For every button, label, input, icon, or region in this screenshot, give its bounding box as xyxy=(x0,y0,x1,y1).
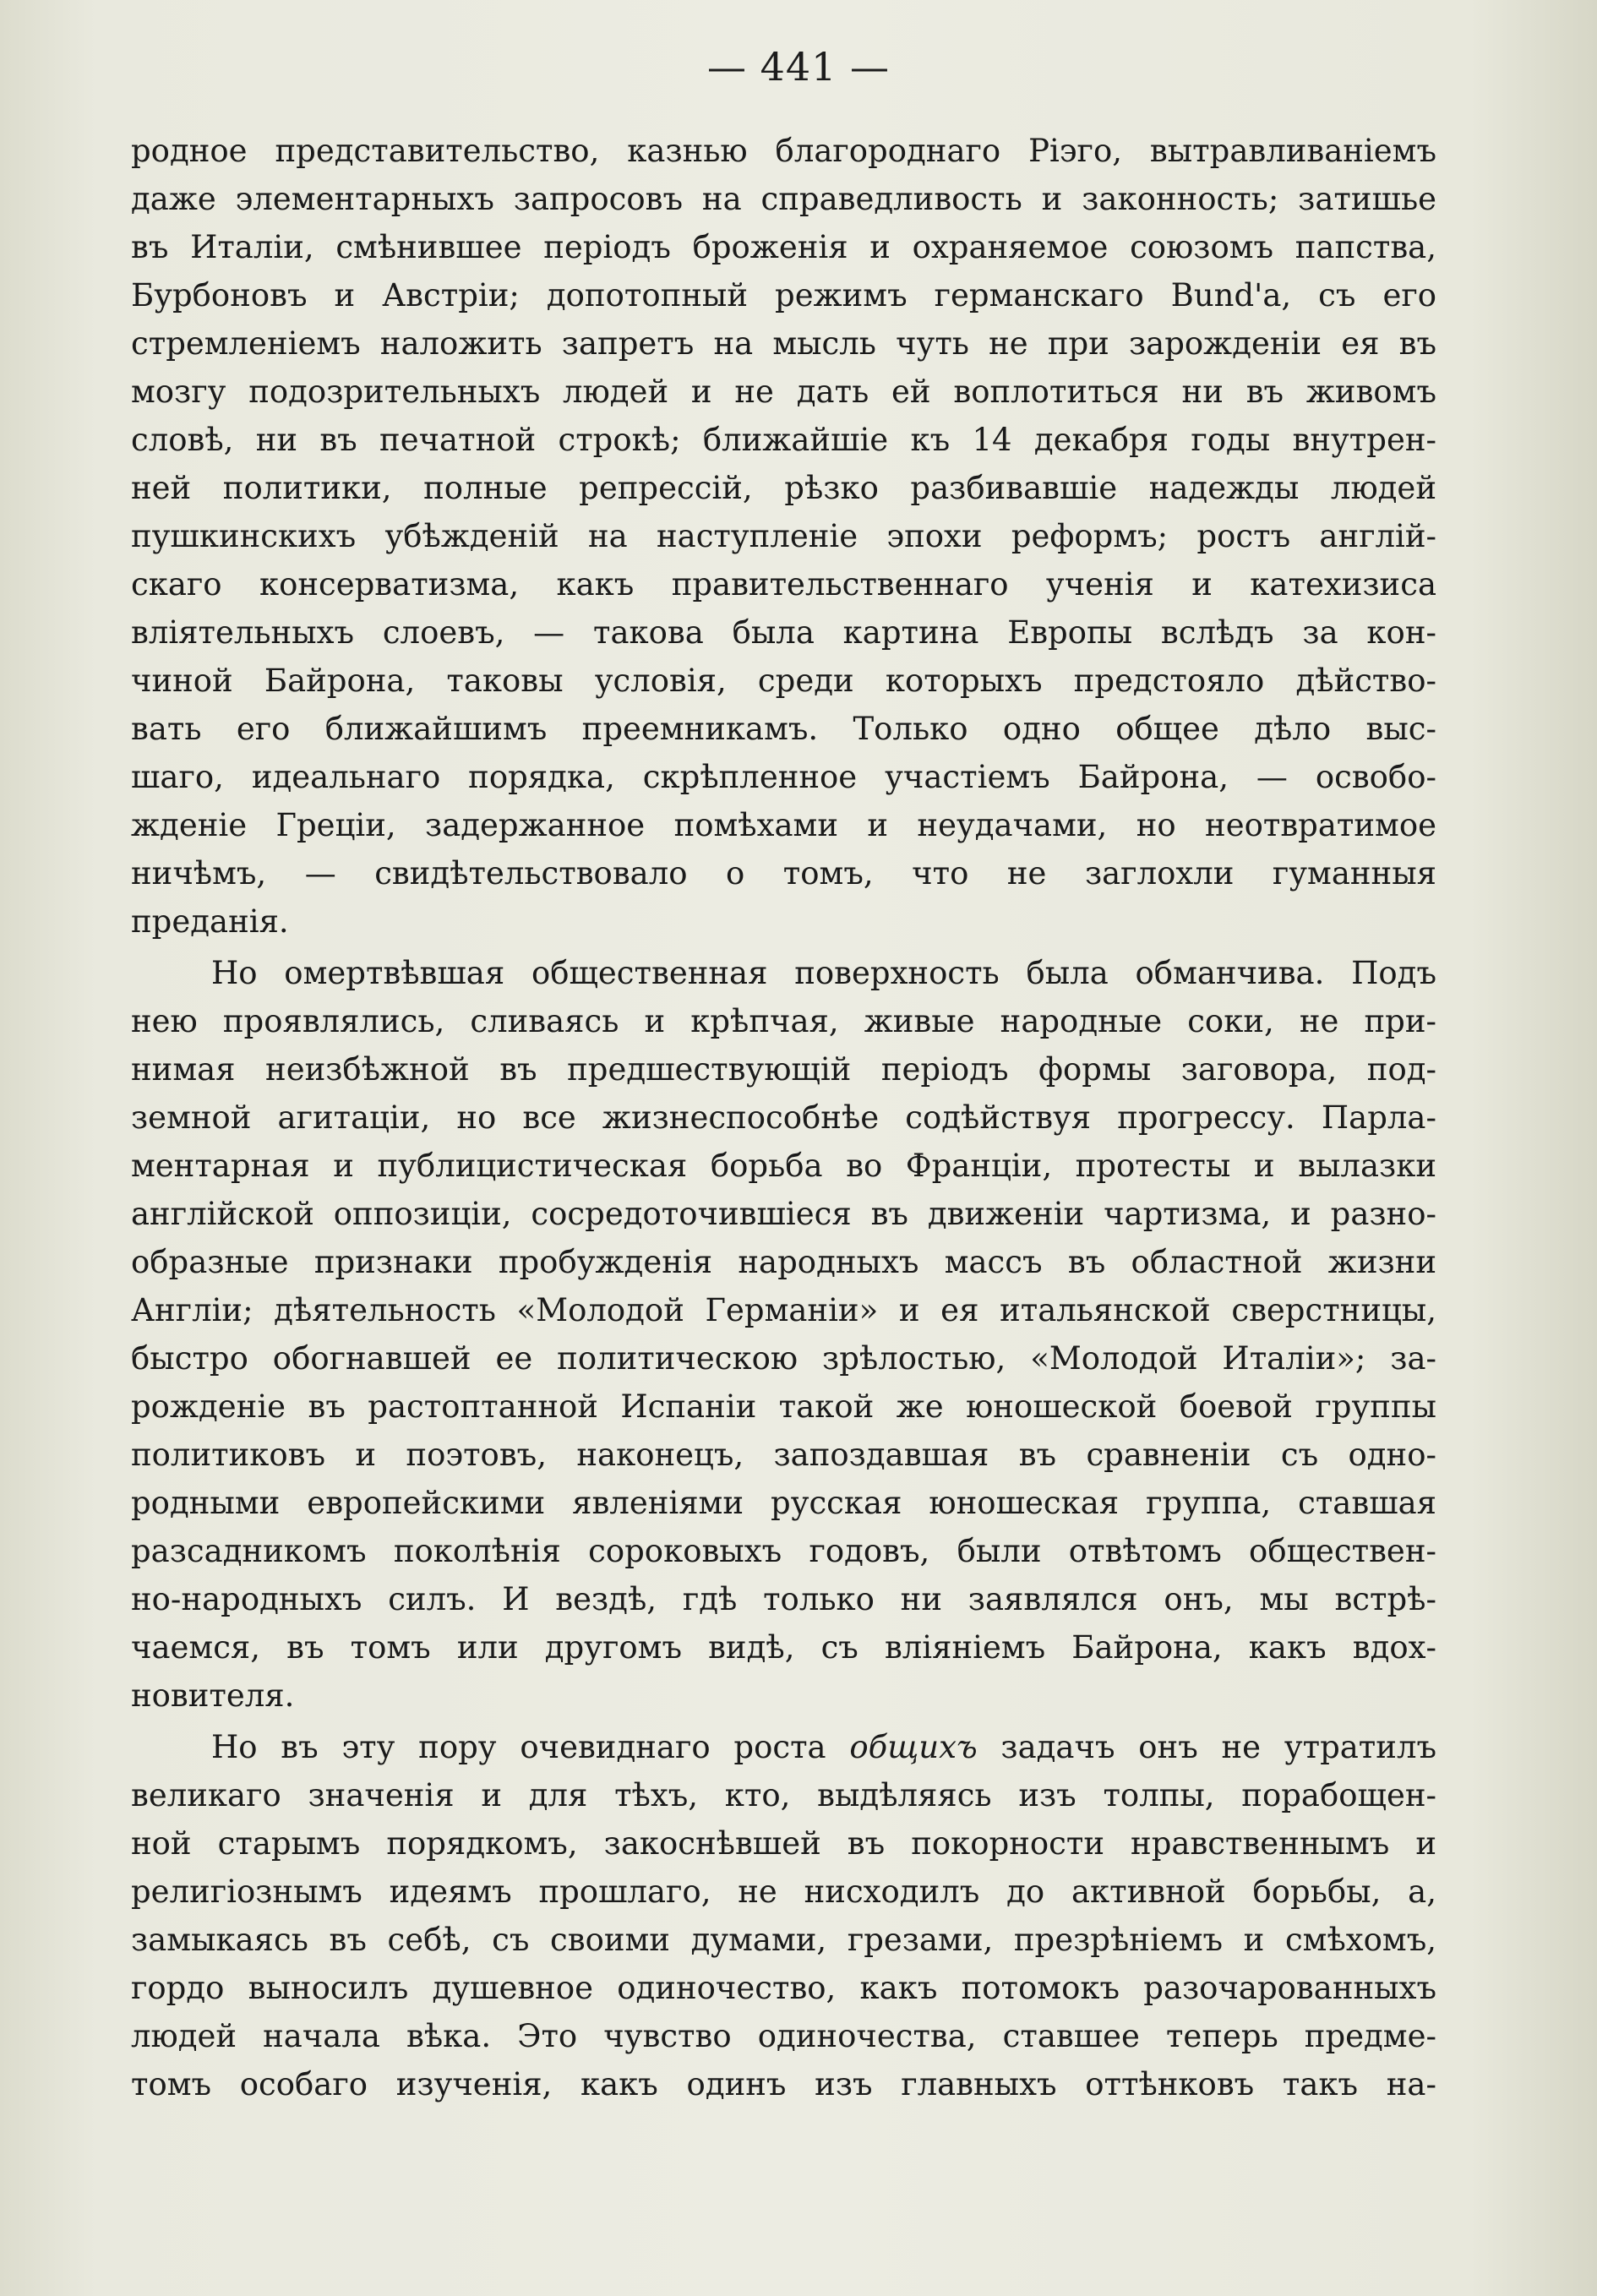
text-line: пушкинскихъ убѣжденій на наступленіе эпохи реформъ; ростъ англій- xyxy=(131,518,1436,554)
paragraph-2 xyxy=(131,949,1436,1720)
text-line: нимая неизбѣжной въ предшествующій періодъ формы заговора, под- xyxy=(131,1051,1436,1088)
text-line: но-народныхъ силъ. И вездѣ, гдѣ только ни заявлялся онъ, мы встрѣ- xyxy=(131,1581,1436,1617)
text-line: разсадникомъ поколѣнія сороковыхъ годовъ, были отвѣтомъ обществен- xyxy=(131,1533,1436,1569)
text-line: въ Италіи, смѣнившее періодъ броженія и охраняемое союзомъ папства, xyxy=(131,229,1436,265)
text-line: новителя. xyxy=(131,1677,295,1714)
text-line: томъ особаго изученія, какъ одинъ изъ главныхъ оттѣнковъ такъ на- xyxy=(131,2066,1436,2102)
text-line: ментарная и публицистическая борьба во Франціи, протесты и вылазки xyxy=(131,1148,1436,1184)
text-line: даже элементарныхъ запросовъ на справедливость и законность; затишье xyxy=(131,181,1436,217)
text-line: шаго, идеальнаго порядка, скрѣпленное участіемъ Байрона, — освобо- xyxy=(131,759,1436,795)
text-line: чаемся, въ томъ или другомъ видѣ, съ вліяніемъ Байрона, какъ вдох- xyxy=(131,1629,1436,1666)
text-line: политиковъ и поэтовъ, наконецъ, запоздавшая въ сравненіи съ одно- xyxy=(131,1437,1436,1473)
text-line: ной старымъ порядкомъ, закоснѣвшей въ покорности нравственнымъ и xyxy=(131,1825,1436,1862)
text-line: англійской оппозиціи, сосредоточившіеся въ движеніи чартизма, и разно- xyxy=(131,1196,1436,1232)
text-line xyxy=(131,1723,1436,1771)
text-line: ничѣмъ, — свидѣтельствовало о томъ, что не заглохли гуманныя xyxy=(131,855,1436,892)
text-line: жденіе Греціи, задержанное помѣхами и неудачами, но неотвратимое xyxy=(131,807,1436,843)
text-line: вліятельныхъ слоевъ, — такова была картина Европы вслѣдъ за кон- xyxy=(131,614,1436,651)
paragraph-1 xyxy=(131,127,1436,946)
text-line: стремленіемъ наложить запретъ на мысль чуть не при зарожденіи ея въ xyxy=(131,325,1436,362)
text-line: словѣ, ни въ печатной строкѣ; ближайшіе къ 14 декабря годы внутрен- xyxy=(131,422,1436,458)
text-line: Но омертвѣвшая общественная поверхность была обманчива. Подъ xyxy=(211,955,1436,991)
text-run: Но въ эту пору очевиднаго роста xyxy=(211,1729,850,1765)
text-line: Англіи; дѣятельность «Молодой Германіи» и ея итальянской сверстницы, xyxy=(131,1292,1436,1328)
text-line: людей начала вѣка. Это чувство одиночества, ставшее теперь предме- xyxy=(131,2018,1436,2054)
text-line: великаго значенія и для тѣхъ, кто, выдѣляясь изъ толпы, порабощен- xyxy=(131,1777,1436,1813)
text-line: родными европейскими явленіями русская юношеская группа, ставшая xyxy=(131,1485,1436,1521)
text-line: земной агитаціи, но все жизнеспособнѣе содѣйствуя прогрессу. Парла- xyxy=(131,1099,1436,1136)
text-line: вать его ближайшимъ преемникамъ. Только одно общее дѣло выс- xyxy=(131,711,1436,747)
text-line: ней политики, полные репрессій, рѣзко разбивавшіе надежды людей xyxy=(131,470,1436,506)
text-line: чиной Байрона, таковы условія, среди которыхъ предстояло дѣйство- xyxy=(131,663,1436,699)
text-line: мозгу подозрительныхъ людей и не дать ей воплотиться ни въ живомъ xyxy=(131,374,1436,410)
text-line: скаго консерватизма, какъ правительственнаго ученія и катехизиса xyxy=(131,566,1436,603)
text-line: религіознымъ идеямъ прошлаго, не нисходилъ до активной борьбы, а, xyxy=(131,1873,1436,1910)
text-line: родное представительство, казнью благороднаго Ріэго, вытравливаніемъ xyxy=(131,133,1436,169)
text-line: преданія. xyxy=(131,903,289,940)
text-line: нею проявлялись, сливаясь и крѣпчая, живые народные соки, не при- xyxy=(131,1003,1436,1039)
text-line: замыкаясь въ себѣ, съ своими думами, грезами, презрѣніемъ и смѣхомъ, xyxy=(131,1922,1436,1958)
page-number: — 441 — xyxy=(706,44,891,90)
text-line: быстро обогнавшей ее политическою зрѣлостью, «Молодой Италіи»; за- xyxy=(131,1340,1436,1377)
emphasized-word: общихъ xyxy=(849,1729,978,1765)
text-line: рожденіе въ растоптанной Испаніи такой же юношеской боевой группы xyxy=(131,1388,1436,1425)
body-text xyxy=(131,127,1436,2112)
text-line: Бурбоновъ и Австріи; допотопный режимъ германскаго Bund'а, съ его xyxy=(131,277,1436,314)
text-run: задачъ онъ не утратилъ xyxy=(977,1729,1436,1765)
text-line: гордо выносилъ душевное одиночество, какъ потомокъ разочарованныхъ xyxy=(131,1970,1436,2006)
text-line: образные признаки пробужденія народныхъ массъ въ областной жизни xyxy=(131,1244,1436,1280)
paragraph-3 xyxy=(131,1723,1436,2108)
